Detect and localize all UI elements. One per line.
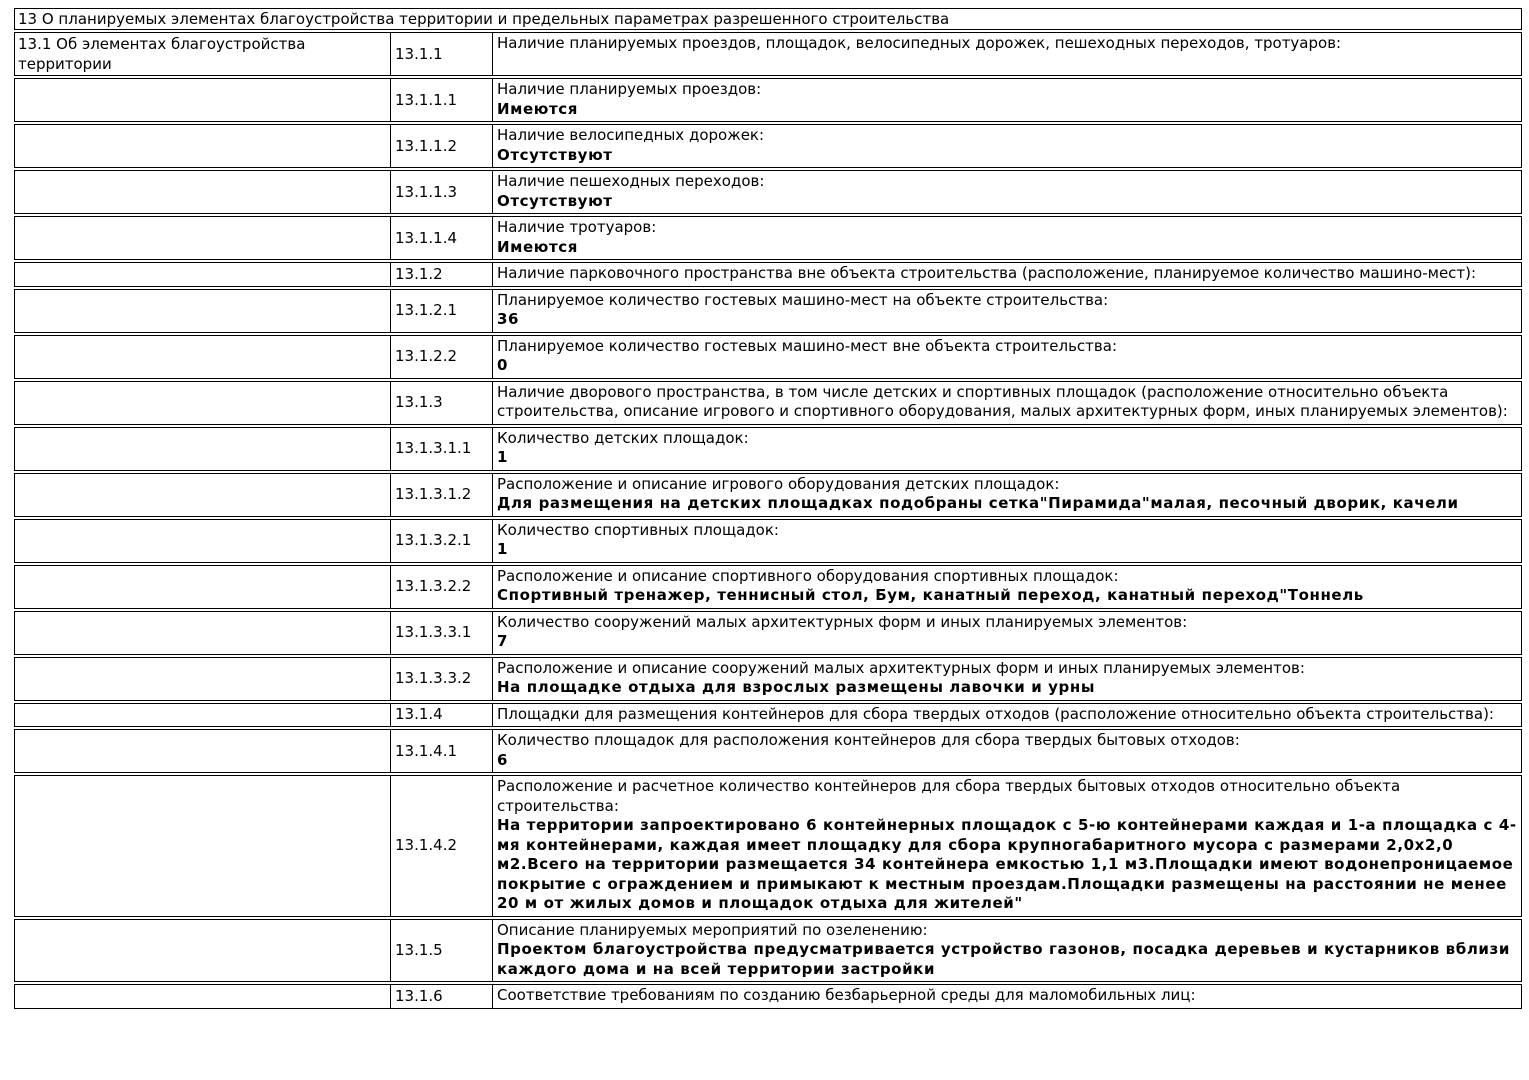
category-cell [14,919,391,983]
category-cell [14,289,391,333]
code-cell [390,657,493,701]
row-label: Планируемое количество гостевых машино-мест вне объекта строительства: [497,336,1117,355]
content-cell [492,335,1522,379]
code-cell [390,289,493,333]
row-label: Наличие дворового пространства, в том числе детских и спортивных площадок (расположение относительно объекта строительства, описание игрового и спортивного оборудования, малых архитектурных форм, иных планируемых элементов): [497,382,1508,420]
row-code: 13.1.3.2.1 [395,531,472,549]
content-cell [492,565,1522,609]
table-row [14,611,1522,655]
row-code: 13.1.3 [395,393,443,411]
category-cell [14,984,391,1009]
content-cell [492,984,1522,1009]
code-cell [390,919,493,983]
category-cell [14,519,391,563]
table-body [14,32,1522,1009]
table-row [14,775,1522,917]
code-cell [390,565,493,609]
row-code: 13.1.2 [395,264,443,283]
row-value: 1 [497,448,509,466]
row-code: 13.1.3.3.2 [395,669,472,687]
code-cell [390,775,493,917]
table-row [14,984,1522,1009]
category-cell [14,262,391,287]
content-cell [492,289,1522,333]
content-cell [492,381,1522,425]
content-cell [492,611,1522,655]
code-cell [390,335,493,379]
row-label: Наличие тротуаров: [497,218,657,236]
table-header-row [14,8,1522,30]
declaration-table [14,8,1522,1011]
row-code: 13.1.3.2.2 [395,577,472,595]
row-code: 13.1.5 [395,940,443,959]
code-cell [390,262,493,287]
content-cell [492,32,1522,76]
content-cell [492,473,1522,517]
row-label: Соответствие требованиям по созданию безбарьерной среды для маломобильных лиц: [497,986,1196,1004]
content-cell [492,729,1522,773]
table-row [14,703,1522,728]
row-label: Расположение и расчетное количество контейнеров для сбора твердых бытовых отходов относительно объекта строительства: [497,777,1401,815]
content-cell [492,919,1522,983]
row-value: Для размещения на детских площадках подобраны сетка"Пирамида"малая, песочный дворик, качели [497,494,1459,512]
code-cell [390,703,493,728]
row-code: 13.1.6 [395,986,443,1005]
category-cell [14,473,391,517]
table-row [14,78,1522,122]
row-code: 13.1.4 [395,705,443,724]
row-label: Наличие планируемых проездов, площадок, велосипедных дорожек, пешеходных переходов, тротуаров: [497,34,1342,52]
row-code: 13.1.4.1 [395,741,458,760]
row-code: 13.1.1.3 [395,182,458,201]
row-label: Площадки для размещения контейнеров для сбора твердых отходов (расположение относительно объекта строительства): [497,704,1494,723]
row-code: 13.1.1.4 [395,228,458,247]
code-cell [390,78,493,122]
category-cell [14,170,391,214]
row-label: Расположение и описание сооружений малых архитектурных форм и иных планируемых элементов: [497,658,1305,677]
content-cell [492,124,1522,168]
table-row [14,381,1522,425]
content-cell [492,216,1522,260]
row-label: Наличие парковочного пространства вне объекта строительства (расположение, планируемое количество машино-мест): [497,264,1477,282]
table-row [14,289,1522,333]
content-cell [492,657,1522,701]
section-header: 13 О планируемых элементах благоустройства территории и предельных параметрах разрешенного строительства [14,8,1522,30]
row-label: Количество сооружений малых архитектурных форм и иных планируемых элементов: [497,612,1188,631]
row-label: Наличие велосипедных дорожек: [497,126,765,144]
row-value: Имеются [497,237,578,256]
table-row [14,262,1522,287]
row-value: Отсутствуют [497,145,613,164]
row-code: 13.1.2.2 [395,347,458,365]
category-cell [14,657,391,701]
code-cell [390,519,493,563]
row-code: 13.1.2.1 [395,301,458,319]
row-label: Расположение и описание спортивного оборудования спортивных площадок: [497,566,1119,585]
row-value: 7 [497,632,509,650]
table-row [14,427,1522,471]
category-cell [14,611,391,655]
content-cell [492,262,1522,287]
code-cell [390,124,493,168]
row-label: Планируемое количество гостевых машино-мест на объекте строительства: [497,290,1109,309]
row-value: На территории запроектировано 6 контейнерных площадок с 5-ю контейнерами каждая и 1-а площадка с 4-мя контейнерами, каждая имеет площадку для сбора крупногабаритного мусора с размерами 2,0х2,0 м2.Всего на территории размещается 34 контейнера емкостью 1,1 м3.Площадки имеют водонепроницаемое покрытие с ограждением и примыкают к местным проездам.Площадки размещены на расстоянии не менее 20 м от жилых домов и площадок отдыха для жителей" [497,816,1517,912]
category-cell [14,216,391,260]
content-cell [492,427,1522,471]
category-cell [14,32,391,76]
row-code: 13.1.1 [395,44,443,63]
row-code: 13.1.3.3.1 [395,623,472,641]
table-row [14,335,1522,379]
row-label: Количество спортивных площадок: [497,520,779,539]
code-cell [390,216,493,260]
table-row [14,170,1522,214]
category-label: 13.1 Об элементах благоустройства территории [18,35,306,73]
code-cell [390,611,493,655]
code-cell [390,984,493,1009]
row-label: Расположение и описание игрового оборудования детских площадок: [497,474,1060,493]
content-cell [492,703,1522,728]
category-cell [14,565,391,609]
table-row [14,919,1522,983]
code-cell [390,381,493,425]
table-row [14,473,1522,517]
content-cell [492,78,1522,122]
row-label: Количество детских площадок: [497,428,749,447]
table-row [14,565,1522,609]
category-cell [14,775,391,917]
row-label: Наличие планируемых проездов: [497,80,762,98]
row-value: 6 [497,750,509,769]
category-cell [14,729,391,773]
row-value: Проектом благоустройства предусматривается устройство газонов, посадка деревьев и кустарников вблизи каждого дома и на всей территории застройки [497,940,1510,978]
code-cell [390,32,493,76]
row-value: На площадке отдыха для взрослых размещены лавочки и урны [497,678,1095,696]
category-cell [14,335,391,379]
table-row [14,657,1522,701]
row-label: Описание планируемых мероприятий по озеленению: [497,920,928,939]
row-value: Имеются [497,99,578,118]
table-row [14,124,1522,168]
code-cell [390,427,493,471]
row-label: Количество площадок для расположения контейнеров для сбора твердых бытовых отходов: [497,731,1240,749]
row-code: 13.1.3.1.2 [395,485,472,503]
row-code: 13.1.3.1.1 [395,439,472,457]
table-row [14,519,1522,563]
category-cell [14,703,391,728]
row-code: 13.1.1.2 [395,136,458,155]
row-code: 13.1.4.2 [395,836,458,855]
content-cell [492,519,1522,563]
row-value: Отсутствуют [497,191,613,210]
code-cell [390,473,493,517]
content-cell [492,170,1522,214]
category-cell [14,78,391,122]
row-value: 1 [497,540,509,558]
table-row [14,729,1522,773]
row-value: Спортивный тренажер, теннисный стол, Бум, канатный переход, канатный переход"Тоннель [497,586,1364,604]
code-cell [390,729,493,773]
category-cell [14,381,391,425]
row-code: 13.1.1.1 [395,90,458,109]
row-value: 36 [497,310,520,328]
category-cell [14,427,391,471]
table-row [14,216,1522,260]
code-cell [390,170,493,214]
category-cell [14,124,391,168]
table-row [14,32,1522,76]
row-value: 0 [497,356,509,374]
content-cell [492,775,1522,917]
row-label: Наличие пешеходных переходов: [497,172,765,190]
